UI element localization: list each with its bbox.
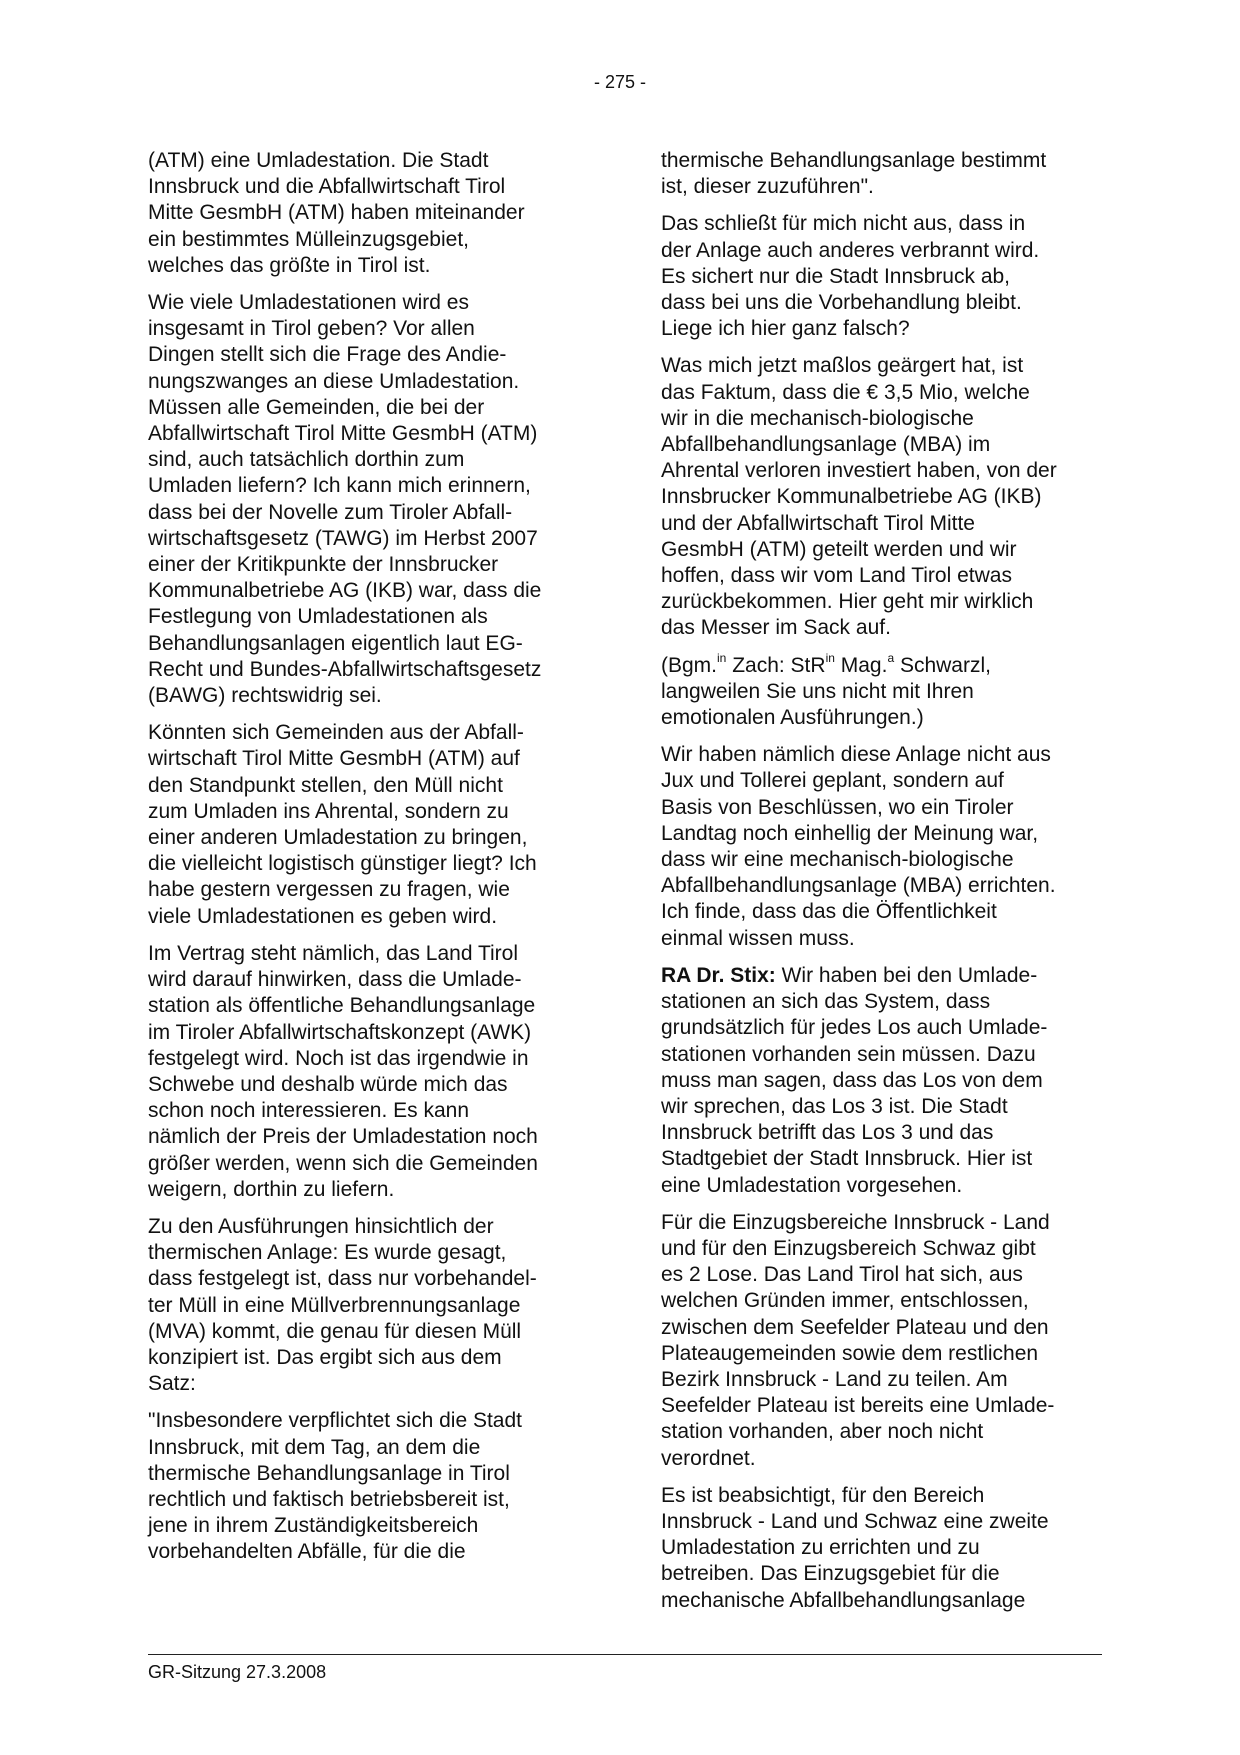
superscript: a bbox=[887, 650, 895, 665]
paragraph: Wir haben nämlich diese Anlage nicht aus Jux und Tollerei geplant, sondern auf Basis von Beschlüssen, wo ein Tiroler Landtag noch einhellig der Meinung war, dass wir eine mechanisch-biologische Abfallbehandlungsanlage (MBA) errichten. Ich finde, dass das die Öffentlichkeit einmal wissen muss. bbox=[661, 743, 1056, 950]
paragraph: Es ist beabsichtigt, für den Bereich Innsbruck - Land und Schwaz eine zweite Umladestation zu errichten und zu betreiben. Das Einzugsgebiet für die mechanische Abfallbehandlungsanlage bbox=[661, 1483, 1049, 1612]
speaker-paragraph bbox=[661, 963, 1101, 1199]
footer-divider bbox=[148, 1654, 1102, 1655]
quote-paragraph: "Insbesondere verpflichtet sich die Stadt Innsbruck, mit dem Tag, an dem die thermische Behandlungsanlage in Tirol rechtlich und faktisch betriebsbereit ist, jene in ihrem Zuständigkeitsbereich vorbehandelten Abfälle, für die die bbox=[148, 1409, 523, 1564]
interjection-text: Schwarzl, langweilen Sie uns nicht mit Ihren emotionalen Ausführungen.) bbox=[661, 653, 991, 730]
interjection-text: Mag. bbox=[834, 653, 888, 677]
quote-continuation: thermische Behandlungsanlage bestimmt ist, dieser zuzuführen". bbox=[661, 149, 1047, 199]
paragraph: Wie viele Umladestationen wird es insgesamt in Tirol geben? Vor allen Dingen stellt sich die Frage des Andie- nungszwanges an diese Umladestation. Müssen alle Gemeinden, die bei der Abfallwirtschaft Tirol Mitte GesmbH (ATM) sind, auch tatsächlich dorthin zum Umladen liefern? Ich kann mich erinnern, dass bei der Novelle zum Tiroler Abfall- wirtschaftsgesetz (TAWG) im Herbst 2007 einer der Kritikpunkte der Innsbrucker Kommunalbetriebe AG (IKB) war, dass die Festlegung von Umladestationen als Behandlungsanlagen eigentlich laut EG- Recht und Bundes-Abfallwirtschaftsgesetz (BAWG) rechtswidrig sei. bbox=[148, 291, 542, 708]
interjection bbox=[661, 650, 1101, 732]
speech-text: Wir haben bei den Umlade- stationen an sich das System, dass grundsätzlich für jedes Los auch Umlade- stationen vorhanden sein müssen. Dazu muss man sagen, dass das Los von dem wir sprechen, das Los 3 ist. Die Stadt Innsbruck betrifft das Los 3 und das Stadtgebiet der Stadt Innsbruck. Hier ist eine Umladestation vorgesehen. bbox=[661, 963, 1048, 1197]
footer-text: GR-Sitzung 27.3.2008 bbox=[148, 1662, 327, 1682]
page-number: - 275 - bbox=[593, 72, 647, 92]
paragraph: Was mich jetzt maßlos geärgert hat, ist das Faktum, dass die € 3,5 Mio, welche wir in die mechanisch-biologische Abfallbehandlungsanlage (MBA) im Ahrental verloren investiert haben, von der Innsbrucker Kommunalbetriebe AG (IKB) und der Abfallwirtschaft Tirol Mitte GesmbH (ATM) geteilt werden und wir hoffen, dass wir vom Land Tirol etwas zurückbekommen. Hier geht mir wirklich das Messer im Sack auf. bbox=[661, 354, 1057, 640]
speaker-name: RA Dr. Stix: bbox=[661, 963, 776, 987]
interjection-text: (Bgm. bbox=[661, 653, 718, 677]
paragraph: Könnten sich Gemeinden aus der Abfall- wirtschaft Tirol Mitte GesmbH (ATM) auf den Standpunkt stellen, den Müll nicht zum Umladen ins Ahrental, sondern zu einer anderen Umladestation zu bringen, die vielleicht logistisch günstiger liegt? Ich habe gestern vergessen zu fragen, wie viele Umladestationen es geben wird. bbox=[148, 721, 537, 928]
left-column bbox=[148, 148, 586, 1577]
right-column bbox=[661, 148, 1101, 1625]
superscript: in bbox=[717, 650, 727, 665]
interjection-text: Zach: StR bbox=[726, 653, 826, 677]
paragraph: Das schließt für mich nicht aus, dass in der Anlage auch anderes verbrannt wird. Es sichert nur die Stadt Innsbruck ab, dass bei uns die Vorbehandlung bleibt. Liege ich hier ganz falsch? bbox=[661, 212, 1040, 341]
paragraph: (ATM) eine Umladestation. Die Stadt Innsbruck und die Abfallwirtschaft Tirol Mitte GesmbH (ATM) haben miteinander ein bestimmtes Mülleinzugsgebiet, welches das größte in Tirol ist. bbox=[148, 149, 525, 277]
paragraph: Zu den Ausführungen hinsichtlich der thermischen Anlage: Es wurde gesagt, dass festgelegt ist, dass nur vorbehandel- ter Müll in eine Müllverbrennungsanlage (MVA) kommt, die genau für diesen Müll konzipiert ist. Das ergibt sich aus dem Satz: bbox=[148, 1214, 537, 1396]
paragraph: Im Vertrag steht nämlich, das Land Tirol wird darauf hinwirken, dass die Umlade- station als öffentliche Behandlungsanlage im Tiroler Abfallwirtschaftskonzept (AWK) festgelegt wird. Noch ist das irgendwie in Schwebe und deshalb würde mich das schon noch interessieren. Es kann nämlich der Preis der Umladestation noch größer werden, wenn sich die Gemeinden weigern, dorthin zu liefern. bbox=[148, 941, 538, 1201]
paragraph: Für die Einzugsbereiche Innsbruck - Land und für den Einzugsbereich Schwaz gibt es 2 Lose. Das Land Tirol hat sich, aus welchen Gründen immer, entschlossen, zwischen dem Seefelder Plateau und den Plateaugemeinden sowie dem restlichen Bezirk Innsbruck - Land zu teilen. Am Seefelder Plateau ist bereits eine Umlade- station vorhanden, aber noch nicht verordnet. bbox=[661, 1210, 1055, 1470]
superscript: in bbox=[825, 650, 835, 665]
